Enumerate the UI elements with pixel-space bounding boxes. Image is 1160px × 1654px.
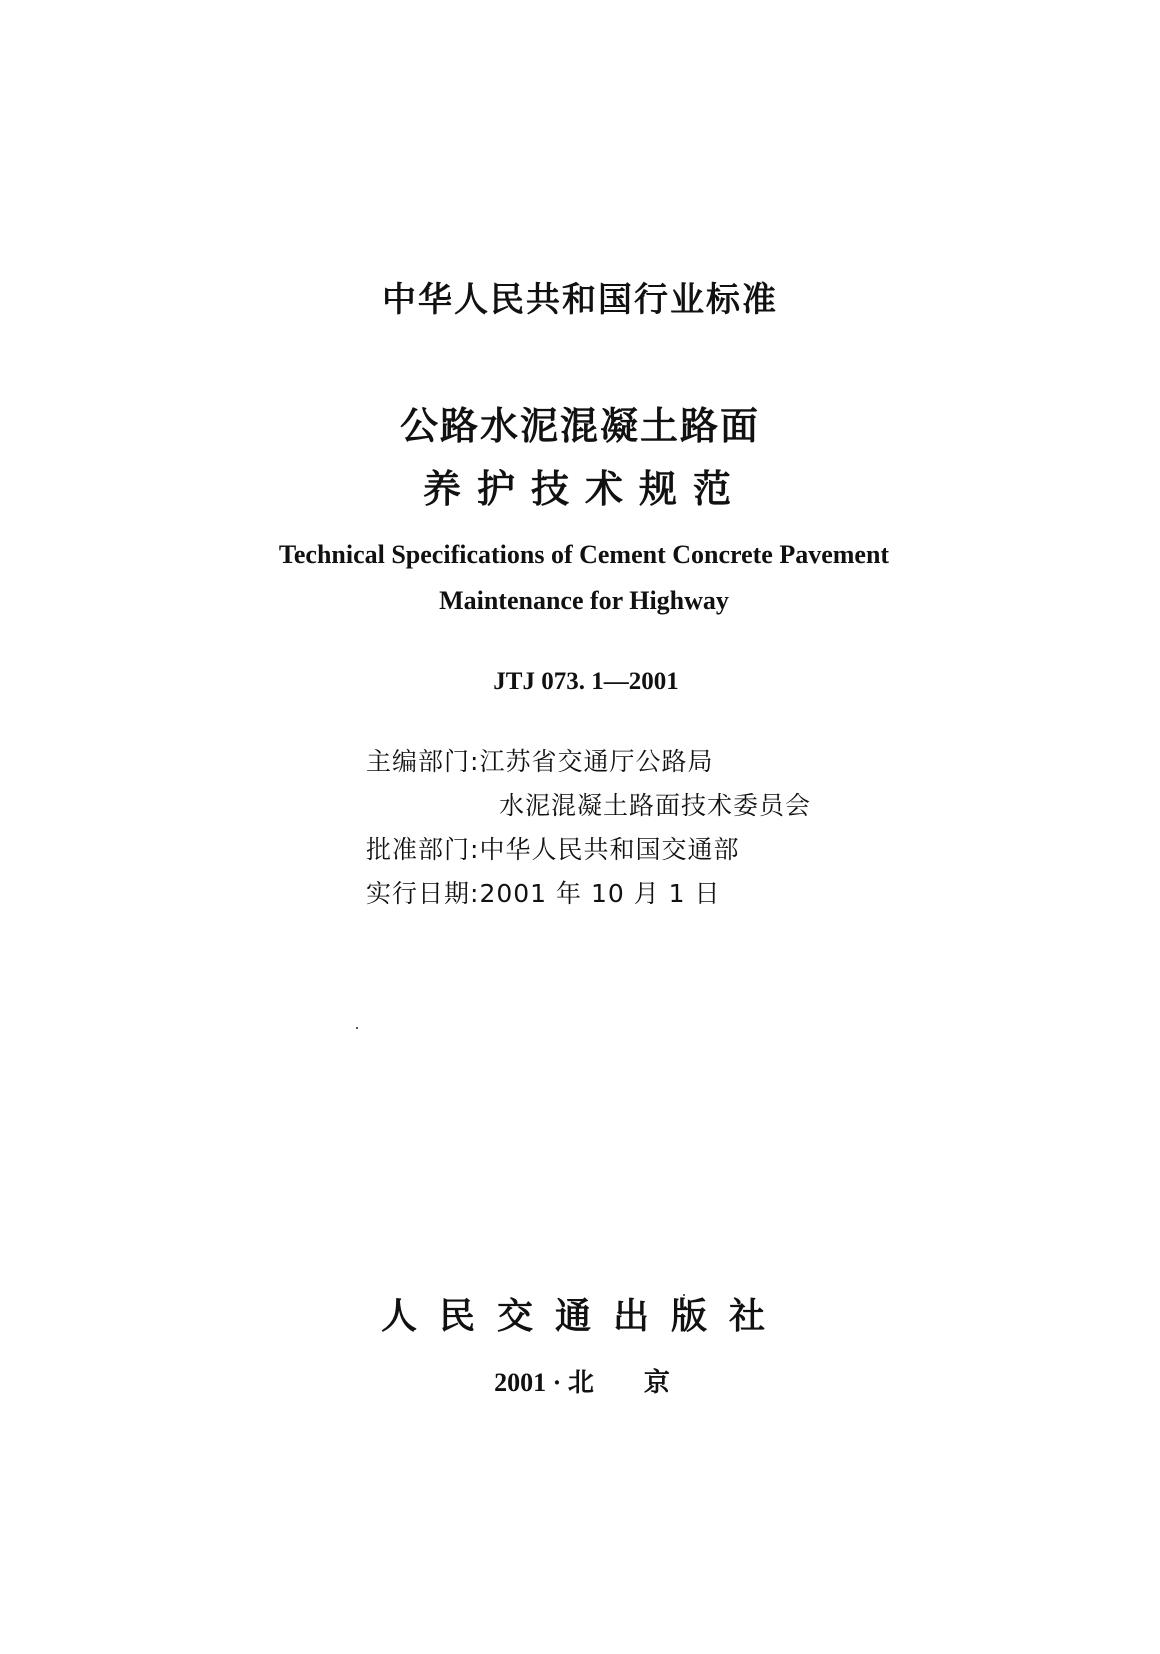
- publication-city-1: 北: [567, 1368, 594, 1397]
- effective-date-row: [366, 872, 811, 916]
- effective-date-label: 实行日期:: [366, 879, 480, 908]
- editor-value-1: 江苏省交通厅公路局: [479, 747, 714, 776]
- info-block: [366, 740, 811, 916]
- editor-label: 主编部门:: [366, 747, 480, 776]
- document-title-en-line-2: Maintenance for Highway: [439, 586, 729, 615]
- approver-label: 批准部门:: [366, 835, 480, 864]
- publication-year: 2001: [494, 1368, 547, 1397]
- document-title-zh-line-2: 养护技术规范: [422, 467, 747, 511]
- document-title-en-line-1: Technical Specifications of Cement Concrete Pavement: [278, 540, 890, 569]
- publication-place-year: [0, 1362, 1160, 1399]
- approver-value: 中华人民共和国交通部: [479, 835, 740, 864]
- document-title-zh-line-1: 公路水泥混凝土路面: [399, 404, 760, 448]
- standard-code: JTJ 073. 1—2001: [493, 668, 679, 695]
- publication-city-2: 京: [643, 1368, 670, 1397]
- publication-separator: ·: [552, 1368, 562, 1397]
- editor-row-continued: [366, 784, 811, 828]
- approver-row: [366, 828, 811, 872]
- editor-value-2: 水泥混凝土路面技术委员会: [499, 791, 812, 820]
- publisher-name: 人民交通出版社: [380, 1295, 787, 1337]
- scan-speck: [356, 1027, 358, 1029]
- editor-row: [366, 740, 811, 784]
- industry-standard-heading: 中华人民共和国行业标准: [382, 280, 778, 320]
- effective-date-value: 2001 年 10 月 1 日: [479, 879, 721, 908]
